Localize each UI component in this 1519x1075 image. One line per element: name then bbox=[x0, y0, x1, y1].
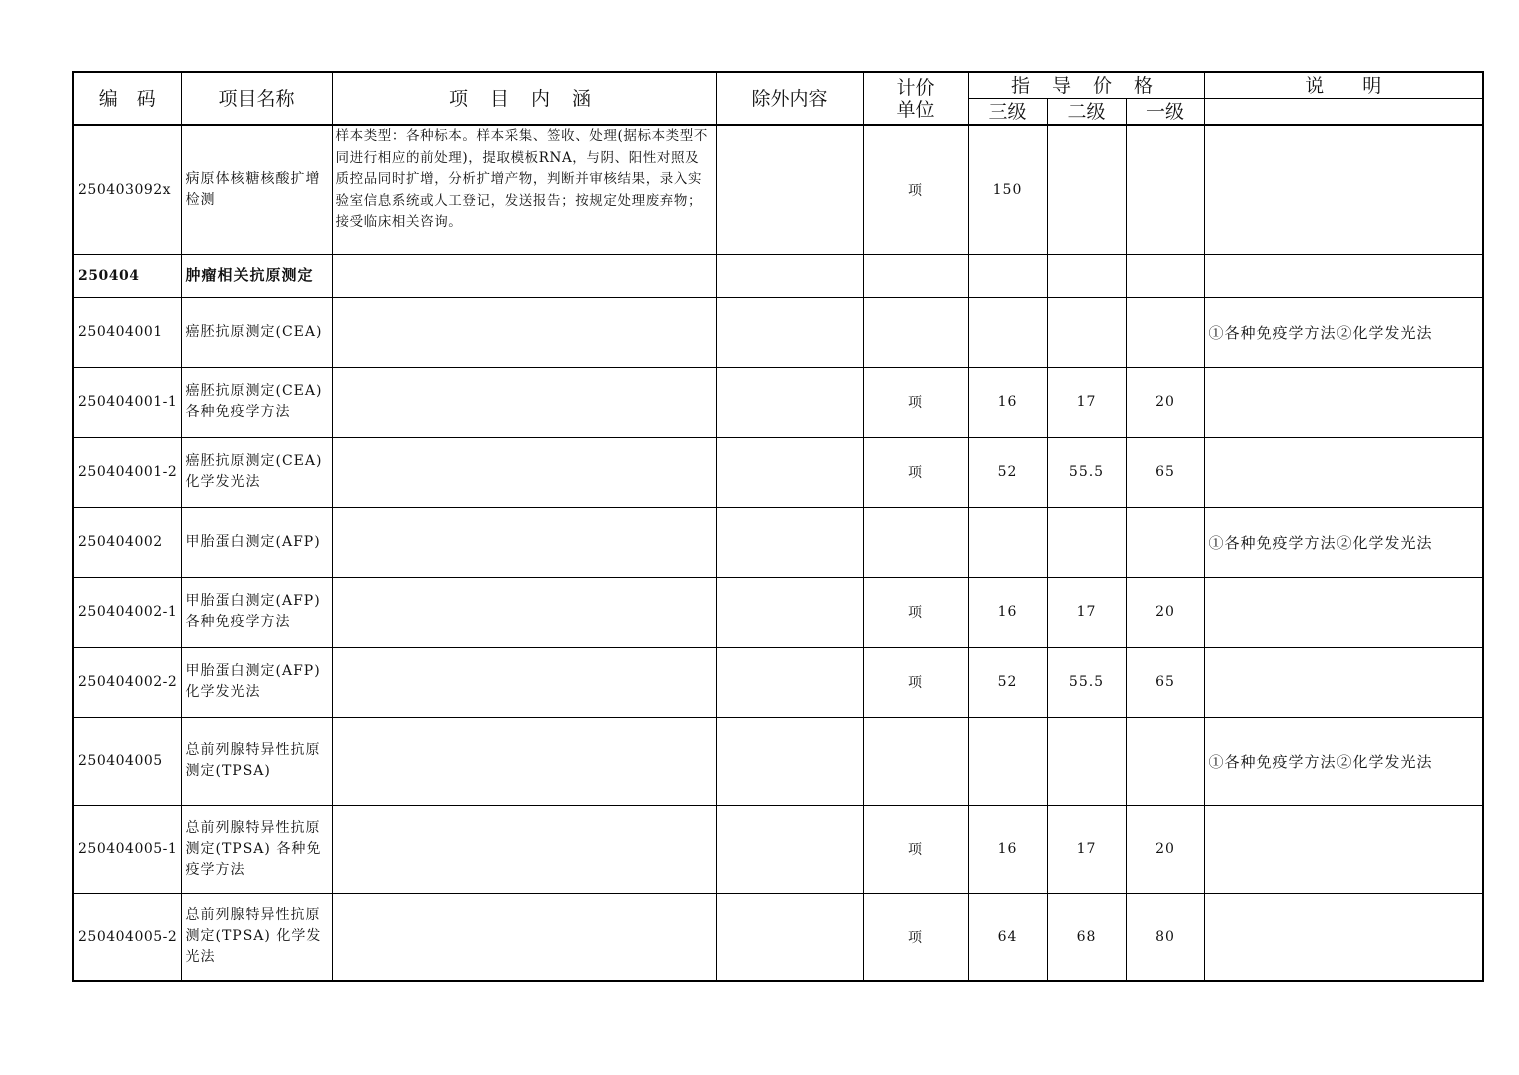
row-price-level2 bbox=[1047, 125, 1126, 254]
row-content bbox=[332, 647, 716, 717]
row-price-level1 bbox=[1126, 717, 1204, 805]
row-code: 250404002-2 bbox=[73, 647, 181, 717]
row-exclusion bbox=[716, 297, 863, 367]
row-content: 样本类型：各种标本。样本采集、签收、处理(据标本类型不同进行相应的前处理)，提取模板RNA，与阴、阳性对照及质控品同时扩增，分析扩增产物，判断并审核结果，录入实验室信息系统或人工登记，发送报告；按规定处理废弃物；接受临床相关咨询。 bbox=[332, 125, 716, 254]
row-exclusion bbox=[716, 254, 863, 297]
row-price-level1: 20 bbox=[1126, 367, 1204, 437]
row-price-level3 bbox=[968, 297, 1047, 367]
row-name: 甲胎蛋白测定(AFP) 各种免疫学方法 bbox=[181, 577, 332, 647]
row-unit bbox=[863, 717, 968, 805]
row-name: 总前列腺特异性抗原测定(TPSA) 化学发光法 bbox=[181, 893, 332, 981]
row-name: 癌胚抗原测定(CEA) 各种免疫学方法 bbox=[181, 367, 332, 437]
row-name: 总前列腺特异性抗原测定(TPSA) bbox=[181, 717, 332, 805]
row-exclusion bbox=[716, 125, 863, 254]
row-unit: 项 bbox=[863, 647, 968, 717]
table-row bbox=[73, 577, 1483, 647]
row-price-level1: 65 bbox=[1126, 437, 1204, 507]
header-exclusion: 除外内容 bbox=[716, 72, 863, 125]
row-note bbox=[1204, 647, 1483, 717]
row-unit: 项 bbox=[863, 125, 968, 254]
table-body bbox=[73, 125, 1483, 981]
row-note: ①各种免疫学方法②化学发光法 bbox=[1204, 507, 1483, 577]
table-row bbox=[73, 437, 1483, 507]
header-guide-price: 指 导 价 格 bbox=[968, 72, 1204, 99]
row-exclusion bbox=[716, 805, 863, 893]
row-price-level1: 20 bbox=[1126, 805, 1204, 893]
row-note: ①各种免疫学方法②化学发光法 bbox=[1204, 297, 1483, 367]
row-price-level2 bbox=[1047, 717, 1126, 805]
row-price-level1 bbox=[1126, 125, 1204, 254]
header-code: 编 码 bbox=[73, 72, 181, 125]
header-note-blank bbox=[1204, 99, 1483, 126]
table-row bbox=[73, 367, 1483, 437]
row-code: 250403092x bbox=[73, 125, 181, 254]
row-code: 250404005 bbox=[73, 717, 181, 805]
row-note: ①各种免疫学方法②化学发光法 bbox=[1204, 717, 1483, 805]
header-note: 说 明 bbox=[1204, 72, 1483, 99]
row-note bbox=[1204, 893, 1483, 981]
row-unit: 项 bbox=[863, 577, 968, 647]
row-price-level3: 64 bbox=[968, 893, 1047, 981]
row-price-level2: 68 bbox=[1047, 893, 1126, 981]
row-price-level3: 52 bbox=[968, 437, 1047, 507]
row-price-level1 bbox=[1126, 297, 1204, 367]
row-price-level1 bbox=[1126, 507, 1204, 577]
row-price-level3: 16 bbox=[968, 805, 1047, 893]
row-price-level3: 150 bbox=[968, 125, 1047, 254]
header-name: 项目名称 bbox=[181, 72, 332, 125]
table-row bbox=[73, 507, 1483, 577]
row-price-level2 bbox=[1047, 254, 1126, 297]
table-row bbox=[73, 805, 1483, 893]
row-name: 甲胎蛋白测定(AFP) 化学发光法 bbox=[181, 647, 332, 717]
table-row bbox=[73, 647, 1483, 717]
header-level3: 三级 bbox=[968, 99, 1047, 126]
row-code: 250404 bbox=[73, 254, 181, 297]
header-level1: 一级 bbox=[1126, 99, 1204, 126]
row-exclusion bbox=[716, 367, 863, 437]
row-unit: 项 bbox=[863, 437, 968, 507]
row-name: 癌胚抗原测定(CEA) bbox=[181, 297, 332, 367]
price-table bbox=[72, 71, 1484, 982]
row-unit: 项 bbox=[863, 805, 968, 893]
table-row bbox=[73, 893, 1483, 981]
row-content bbox=[332, 805, 716, 893]
row-price-level3 bbox=[968, 717, 1047, 805]
row-price-level2: 55.5 bbox=[1047, 437, 1126, 507]
row-content bbox=[332, 297, 716, 367]
row-exclusion bbox=[716, 507, 863, 577]
row-note bbox=[1204, 125, 1483, 254]
row-name: 甲胎蛋白测定(AFP) bbox=[181, 507, 332, 577]
table-row bbox=[73, 125, 1483, 254]
row-content bbox=[332, 367, 716, 437]
row-price-level3 bbox=[968, 254, 1047, 297]
row-price-level3: 16 bbox=[968, 367, 1047, 437]
table-header bbox=[73, 72, 1483, 125]
row-exclusion bbox=[716, 577, 863, 647]
row-content bbox=[332, 717, 716, 805]
row-note bbox=[1204, 437, 1483, 507]
row-name: 总前列腺特异性抗原测定(TPSA) 各种免疫学方法 bbox=[181, 805, 332, 893]
row-content bbox=[332, 893, 716, 981]
row-price-level2: 17 bbox=[1047, 805, 1126, 893]
row-price-level1: 20 bbox=[1126, 577, 1204, 647]
row-code: 250404002-1 bbox=[73, 577, 181, 647]
row-code: 250404001 bbox=[73, 297, 181, 367]
row-code: 250404001-2 bbox=[73, 437, 181, 507]
row-price-level1: 65 bbox=[1126, 647, 1204, 717]
row-unit: 项 bbox=[863, 893, 968, 981]
row-name: 肿瘤相关抗原测定 bbox=[181, 254, 332, 297]
header-content: 项 目 内 涵 bbox=[332, 72, 716, 125]
row-price-level2: 17 bbox=[1047, 367, 1126, 437]
row-price-level3: 16 bbox=[968, 577, 1047, 647]
row-price-level1 bbox=[1126, 254, 1204, 297]
row-price-level2: 17 bbox=[1047, 577, 1126, 647]
row-note bbox=[1204, 805, 1483, 893]
row-note bbox=[1204, 367, 1483, 437]
table-row bbox=[73, 297, 1483, 367]
row-unit bbox=[863, 254, 968, 297]
row-price-level3 bbox=[968, 507, 1047, 577]
row-code: 250404005-1 bbox=[73, 805, 181, 893]
row-content bbox=[332, 437, 716, 507]
row-unit bbox=[863, 507, 968, 577]
row-note bbox=[1204, 254, 1483, 297]
row-unit bbox=[863, 297, 968, 367]
row-code: 250404005-2 bbox=[73, 893, 181, 981]
row-content bbox=[332, 577, 716, 647]
row-exclusion bbox=[716, 647, 863, 717]
row-price-level1: 80 bbox=[1126, 893, 1204, 981]
header-unit: 计价 单位 bbox=[863, 72, 968, 125]
row-code: 250404001-1 bbox=[73, 367, 181, 437]
row-content bbox=[332, 507, 716, 577]
row-exclusion bbox=[716, 893, 863, 981]
row-price-level2: 55.5 bbox=[1047, 647, 1126, 717]
row-exclusion bbox=[716, 717, 863, 805]
row-price-level3: 52 bbox=[968, 647, 1047, 717]
table-row bbox=[73, 254, 1483, 297]
row-unit: 项 bbox=[863, 367, 968, 437]
row-price-level2 bbox=[1047, 297, 1126, 367]
row-content bbox=[332, 254, 716, 297]
row-exclusion bbox=[716, 437, 863, 507]
row-price-level2 bbox=[1047, 507, 1126, 577]
row-note bbox=[1204, 577, 1483, 647]
table-row bbox=[73, 717, 1483, 805]
header-level2: 二级 bbox=[1047, 99, 1126, 126]
row-name: 癌胚抗原测定(CEA) 化学发光法 bbox=[181, 437, 332, 507]
row-code: 250404002 bbox=[73, 507, 181, 577]
row-name: 病原体核糖核酸扩增检测 bbox=[181, 125, 332, 254]
